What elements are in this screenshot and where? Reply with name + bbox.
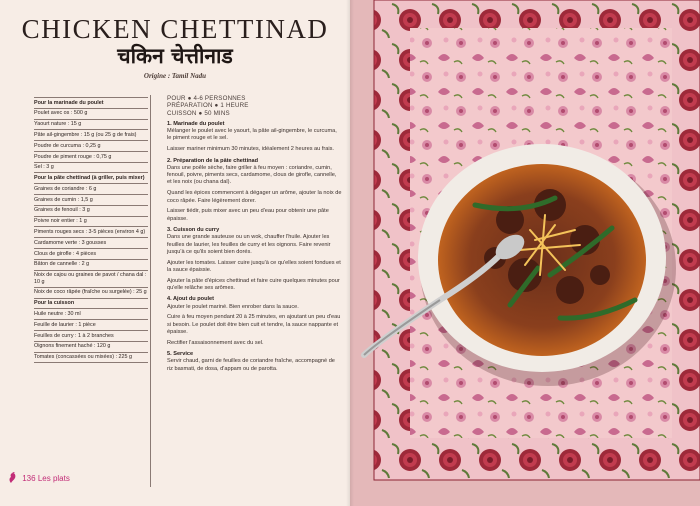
ingredient-row: Sel : 3 g bbox=[34, 162, 148, 173]
ingredient-row: Pâte ail-gingembre : 15 g (ou 25 g de frais) bbox=[34, 129, 148, 140]
step-paragraph: Ajouter la pâte d'épices chettinad et faire cuire quelques minutes pour qu'elle relâche ses arômes. bbox=[167, 277, 340, 292]
page-footer bbox=[8, 472, 70, 486]
step-title: 2. Préparation de la pâte chettinad bbox=[167, 157, 259, 164]
ingredient-row: Piments rouges secs : 3-5 pièces (environ 4 g) bbox=[34, 226, 148, 237]
ingredients-table bbox=[34, 97, 148, 363]
prep-time-text: PRÉPARATION ● 1 HEURE bbox=[167, 102, 249, 110]
recipe-title: CHICKEN CHETTINAD bbox=[21, 14, 329, 44]
step-paragraph: Laisser tiédir, puis mixer avec un peu d'eau pour obtenir une pâte épaisse. bbox=[167, 208, 329, 222]
step-paragraph: Mélanger le poulet avec le yaourt, la pâte ail-gingembre, le curcuma, le piment rouge et le sel. bbox=[167, 128, 337, 142]
step-title: 1. Marinade du poulet bbox=[167, 120, 225, 127]
step-paragraph: Ajouter le poulet mariné. Bien enrober dans la sauce. bbox=[167, 303, 299, 310]
recipe-meta bbox=[167, 95, 342, 117]
step-title: 5. Service bbox=[167, 351, 194, 358]
ingredient-row: Feuilles de curry : 1 à 2 branches bbox=[34, 330, 148, 341]
ingredient-row: Clous de girofle : 4 pièces bbox=[34, 248, 148, 259]
steps-list bbox=[167, 121, 342, 373]
step-paragraph: Cuire à feu moyen pendant 20 à 25 minutes, en ajoutant un peu d'eau si besoin. Le poulet doit être bien cuit et tendre, la sauce nappante et épaisse. bbox=[167, 314, 341, 336]
ingredient-section-heading: Pour la marinade du poulet bbox=[34, 97, 148, 108]
ingredient-row: Noix de cajou ou graines de pavot / chana dal : 10 g bbox=[34, 270, 148, 287]
ingredient-row: Oignons finement haché : 120 g bbox=[34, 341, 148, 352]
ingredient-section-heading: Pour la pâte chettinad (à griller, puis mixer) bbox=[34, 172, 148, 183]
section-name: Les plats bbox=[37, 474, 70, 484]
step-paragraph: Rectifier l'assaisonnement avec du sel. bbox=[167, 339, 264, 346]
ingredient-row: Poulet avec os : 500 g bbox=[34, 108, 148, 119]
ingredient-row: Yaourt nature : 15 g bbox=[34, 119, 148, 130]
recipe-origin: Origine : Tamil Nadu bbox=[143, 72, 207, 80]
ingredient-row: Bâton de cannelle : 2 g bbox=[34, 259, 148, 270]
ingredient-row: Cardamome verte : 3 gousses bbox=[34, 237, 148, 248]
column-divider bbox=[150, 95, 151, 487]
step-title: 3. Cuisson du curry bbox=[167, 226, 220, 233]
recipe-title-hindi: चकिन चेत्तीनाड bbox=[117, 44, 233, 68]
ingredient-row: Graines de coriandre : 6 g bbox=[34, 183, 148, 194]
page-gutter bbox=[346, 0, 354, 506]
cook-time-text: CUISSON ● 50 MINS bbox=[167, 109, 230, 117]
step-title: 4. Ajout du poulet bbox=[167, 296, 215, 303]
step-paragraph: Dans une poêle sèche, faire griller à feu moyen : coriandre, cumin, fenouil, poivre, piments secs, cardamome, clous de girofle, cannelle, et les noix (ou chana dal). bbox=[167, 164, 337, 186]
ingredient-row: Poudre de curcuma : 0,25 g bbox=[34, 140, 148, 151]
step-paragraph: Servir chaud, garni de feuilles de coriandre fraîche, accompagné de riz basmati, de dosa, d'appam ou de parotta. bbox=[167, 358, 335, 372]
ingredient-row: Tomates (concassées ou mixées) : 225 g bbox=[34, 352, 148, 364]
chili-logo-icon bbox=[8, 472, 17, 486]
method-column bbox=[167, 95, 342, 373]
step-paragraph: Dans une grande sauteuse ou un wok, chauffer l'huile. Ajouter les feuilles de laurier, les feuilles de curry et les oignons. Faire revenir jusqu'à ce qu'ils soient bien dorés. bbox=[167, 234, 331, 255]
page-number: 136 bbox=[22, 474, 36, 484]
ingredient-row: Graines de fenouil : 3 g bbox=[34, 205, 148, 216]
portions-text: POUR ● 4-6 PERSONNES bbox=[167, 95, 246, 102]
ingredient-row: Huile neutre : 30 ml bbox=[34, 308, 148, 319]
ingredient-section-heading: Pour la cuisson bbox=[34, 298, 148, 309]
ingredient-row: Graines de cumin : 1,5 g bbox=[34, 194, 148, 205]
step-paragraph: Ajouter les tomates. Laisser cuire jusqu'à ce qu'elles soient fondues et la sauce épaissie. bbox=[167, 259, 341, 273]
ingredient-row: Feuille de laurier : 1 pièce bbox=[34, 319, 148, 330]
ingredient-row: Poivre noir entier : 1 g bbox=[34, 216, 148, 227]
step-paragraph: Laisser mariner minimum 30 minutes, idéalement 2 heures au frais. bbox=[167, 146, 334, 153]
curry-bowl-photo bbox=[350, 0, 700, 506]
step-paragraph: Quand les épices commencent à dégager un arôme, ajouter la noix de coco râpée. Faire légèrement dorer. bbox=[167, 190, 342, 204]
ingredient-row: Noix de coco râpée (fraîche ou surgelée) : 25 g bbox=[34, 287, 148, 298]
ingredient-row: Poudre de piment rouge : 0,75 g bbox=[34, 151, 148, 162]
